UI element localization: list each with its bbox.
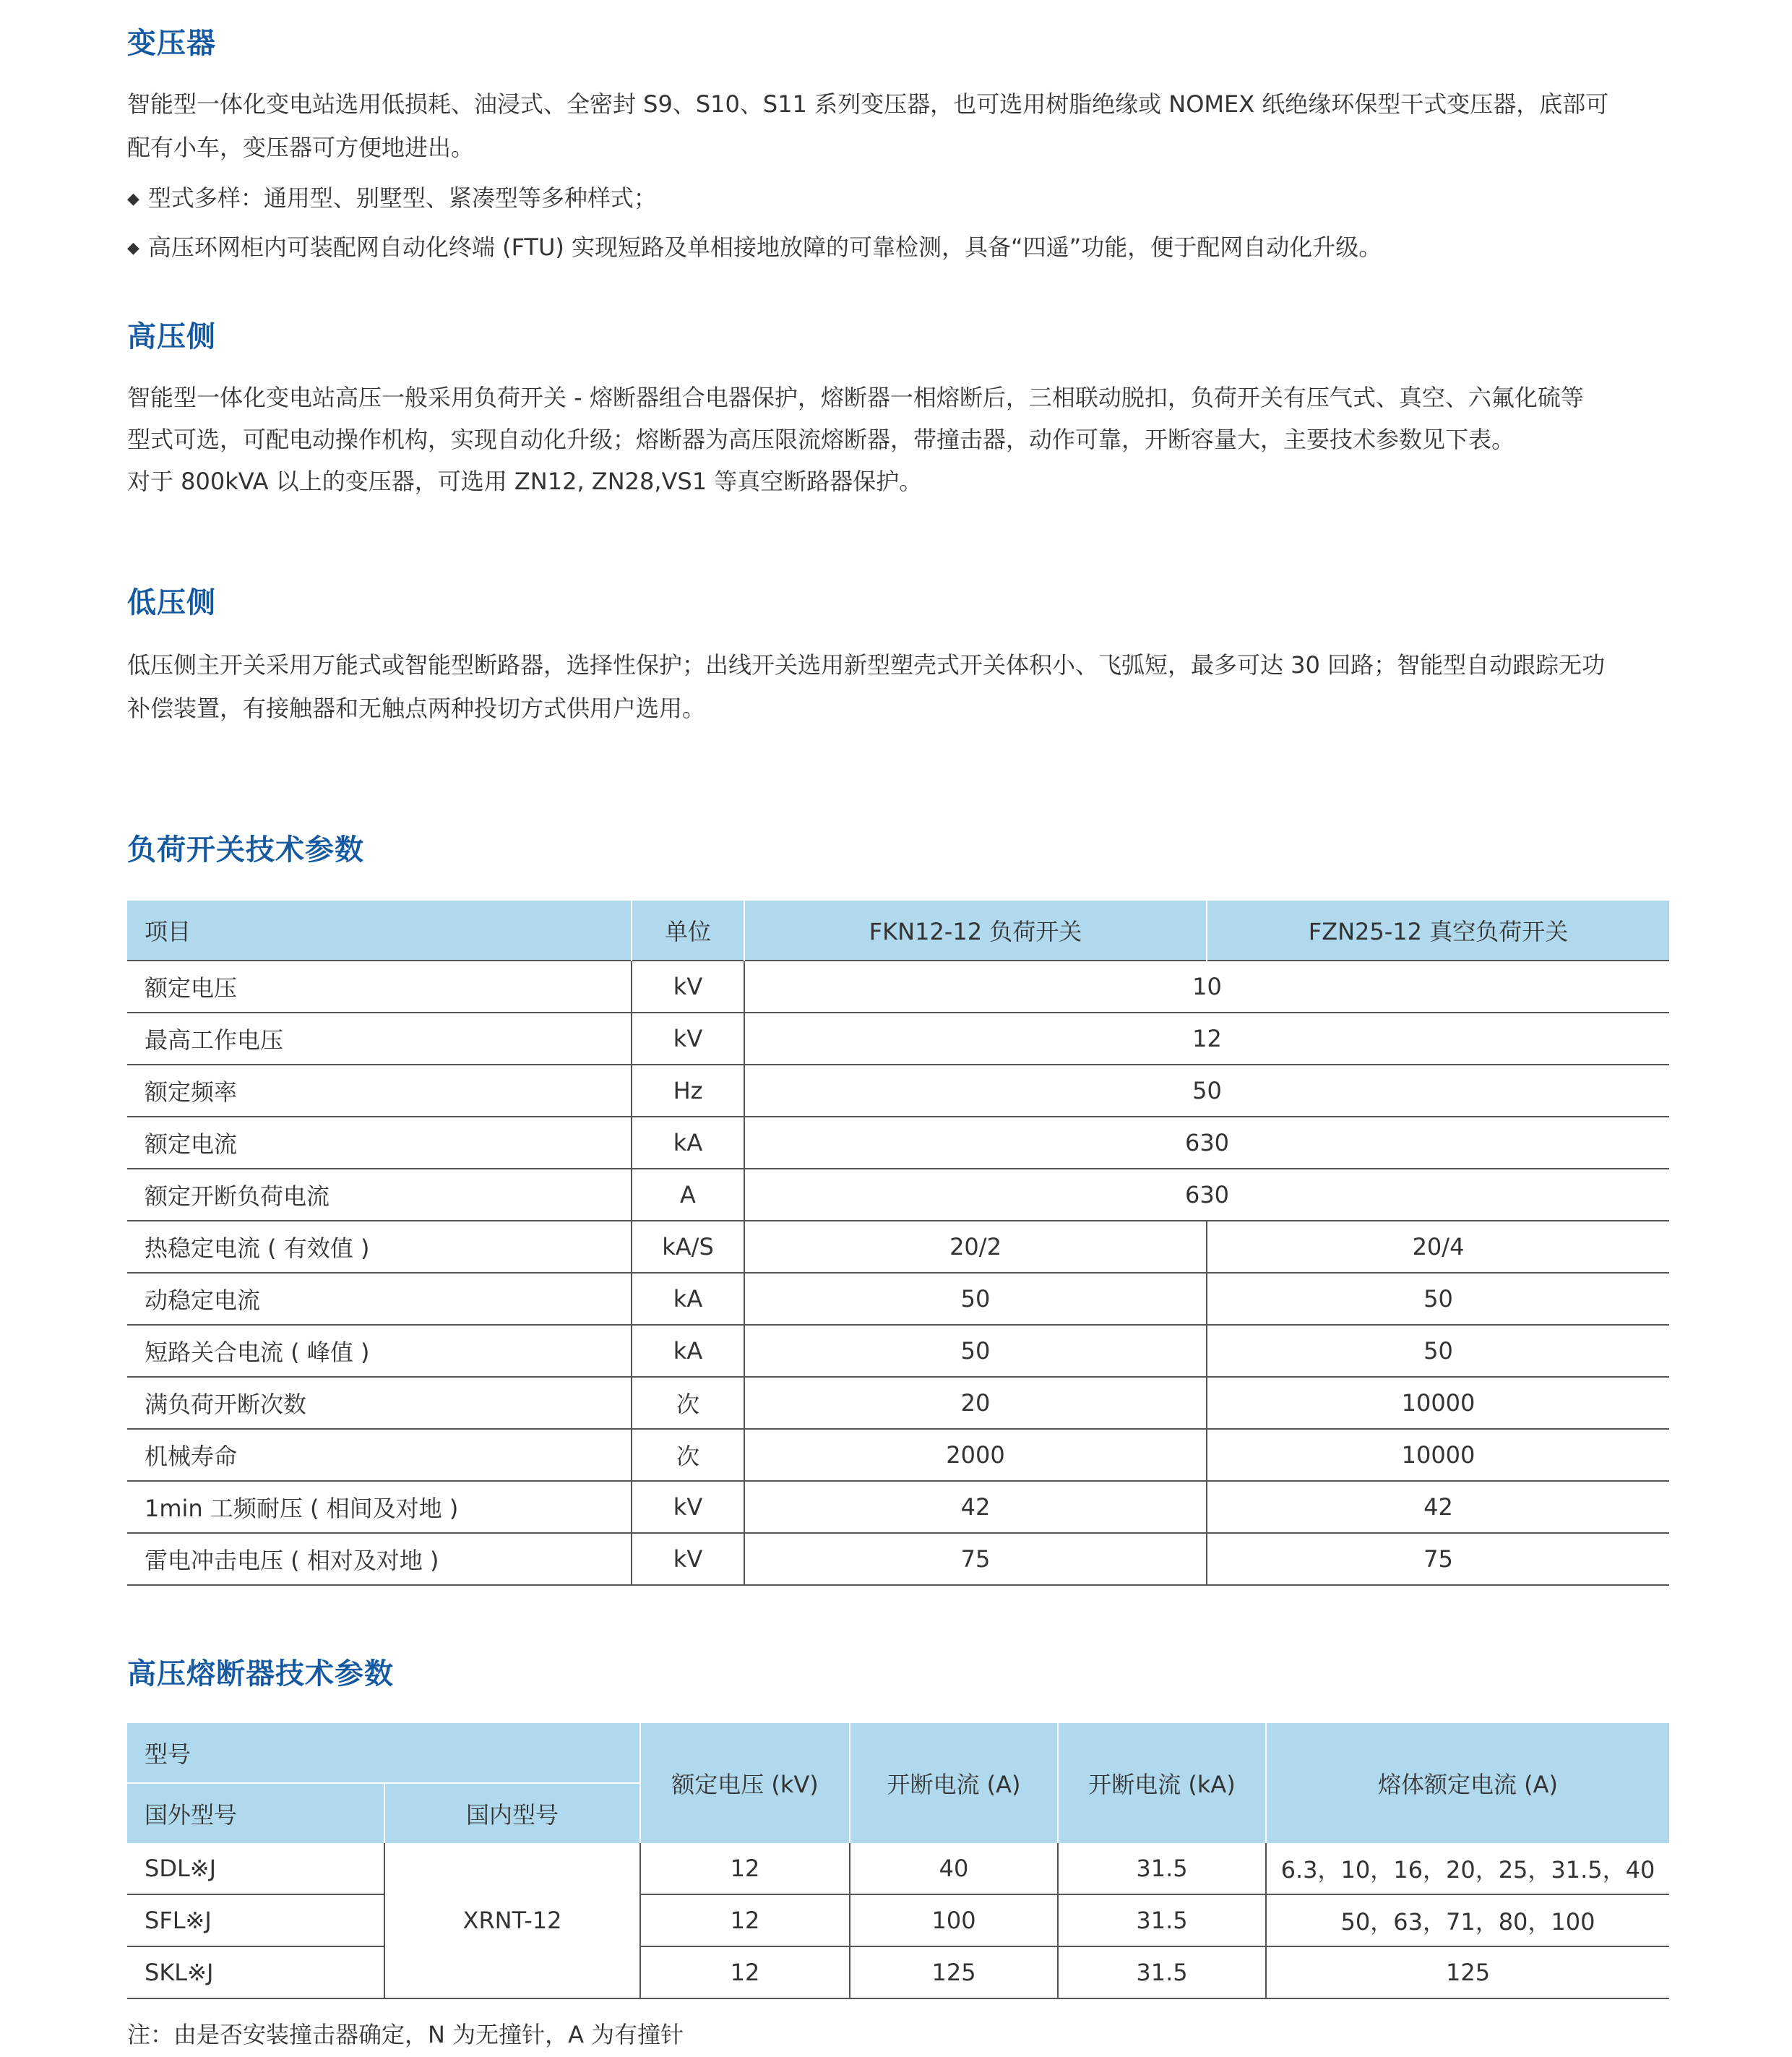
cell-item: 雷电冲击电压 ( 相对及对地 ) (127, 1533, 632, 1585)
cell-break-ka: 31.5 (1058, 1843, 1266, 1894)
cell-value: 10 (744, 961, 1669, 1013)
cell-item: 短路关合电流 ( 峰值 ) (127, 1325, 632, 1377)
cell-fkn: 20 (744, 1377, 1207, 1429)
cell-break-a: 40 (850, 1843, 1058, 1894)
bullet-text: 高压环网柜内可装配网自动化终端 (FTU) 实现短路及单相接地放障的可靠检测，具备“四遥”功能，便于配网自动化升级。 (147, 233, 1382, 261)
lv-paragraph-line2: 补偿装置，有接触器和无触点两种投切方式供用户选用。 (127, 695, 706, 722)
load-switch-table-title: 负荷开关技术参数 (127, 833, 364, 867)
fuse-params-table (127, 1723, 1669, 1999)
cell-fuse-current: 50，63，71，80，100 (1266, 1894, 1669, 1946)
header-fzn: FZN25-12 真空负荷开关 (1207, 901, 1669, 961)
table-row (127, 1533, 1669, 1585)
table-row (127, 1169, 1669, 1221)
table-row (127, 1481, 1669, 1533)
lv-paragraph-line1: 低压侧主开关采用万能式或智能型断路器，选择性保护；出线开关选用新型塑壳式开关体积小、飞弧短，最多可达 30 回路；智能型自动跟踪无功 (127, 651, 1606, 679)
table-header-row (127, 1723, 1669, 1783)
header-item: 项目 (127, 901, 632, 961)
hv-paragraph-line1: 智能型一体化变电站高压一般采用负荷开关 - 熔断器组合电器保护，熔断器一相熔断后，三相联动脱扣，负荷开关有压气式、真空、六氟化硫等 (127, 384, 1584, 411)
cell-foreign-model: SKL※J (127, 1946, 384, 1998)
table-header-row (127, 901, 1669, 961)
cell-fzn: 10000 (1207, 1377, 1669, 1429)
cell-item: 机械寿命 (127, 1429, 632, 1481)
cell-item: 额定电流 (127, 1117, 632, 1169)
cell-fzn: 42 (1207, 1481, 1669, 1533)
table-row (127, 1273, 1669, 1325)
cell-voltage: 12 (640, 1894, 850, 1946)
cell-fkn: 50 (744, 1325, 1207, 1377)
cell-item: 额定电压 (127, 961, 632, 1013)
cell-unit: kV (632, 1013, 744, 1065)
cell-fzn: 50 (1207, 1273, 1669, 1325)
table-row (127, 1117, 1669, 1169)
fuse-table-note: 注：由是否安装撞击器确定，N 为无撞针，A 为有撞针 (127, 2021, 684, 2048)
cell-item: 1min 工频耐压 ( 相间及对地 ) (127, 1481, 632, 1533)
header-model: 型号 (127, 1723, 640, 1783)
header-foreign-model: 国外型号 (127, 1783, 384, 1843)
cell-voltage: 12 (640, 1946, 850, 1998)
cell-fzn: 50 (1207, 1325, 1669, 1377)
table-row (127, 961, 1669, 1013)
cell-fzn: 75 (1207, 1533, 1669, 1585)
cell-unit: A (632, 1169, 744, 1221)
cell-unit: kA (632, 1117, 744, 1169)
header-domestic-model: 国内型号 (384, 1783, 640, 1843)
header-unit: 单位 (632, 901, 744, 961)
table-row (127, 1946, 1669, 1998)
cell-fkn: 50 (744, 1273, 1207, 1325)
hv-paragraph-line3: 对于 800kVA 以上的变压器，可选用 ZN12, ZN28,VS1 等真空断路器保护。 (127, 468, 923, 495)
header-breaking-current-ka: 开断电流 (kA) (1058, 1723, 1266, 1843)
table-row (127, 1325, 1669, 1377)
transformer-bullet-1 (127, 176, 657, 223)
bullet-diamond-icon: ◆ (127, 190, 139, 208)
cell-fkn: 20/2 (744, 1221, 1207, 1273)
cell-unit: kV (632, 1481, 744, 1533)
header-breaking-current-a: 开断电流 (A) (850, 1723, 1058, 1843)
table-row (127, 1065, 1669, 1117)
cell-unit: kV (632, 1533, 744, 1585)
header-fuse-rated-current: 熔体额定电流 (A) (1266, 1723, 1669, 1843)
cell-voltage: 12 (640, 1843, 850, 1894)
table-row (127, 1013, 1669, 1065)
load-switch-params-table (127, 901, 1669, 1586)
cell-value: 50 (744, 1065, 1669, 1117)
cell-item: 额定频率 (127, 1065, 632, 1117)
transformer-paragraph-line1: 智能型一体化变电站选用低损耗、油浸式、全密封 S9、S10、S11 系列变压器，也可选用树脂绝缘或 NOMEX 纸绝缘环保型干式变压器，底部可 (127, 90, 1609, 118)
transformer-heading: 变压器 (127, 27, 216, 60)
cell-break-a: 100 (850, 1894, 1058, 1946)
cell-value: 630 (744, 1169, 1669, 1221)
cell-value: 12 (744, 1013, 1669, 1065)
transformer-bullet-2 (127, 226, 1382, 272)
cell-break-a: 125 (850, 1946, 1058, 1998)
cell-fuse-current: 125 (1266, 1946, 1669, 1998)
cell-fkn: 42 (744, 1481, 1207, 1533)
cell-item: 动稳定电流 (127, 1273, 632, 1325)
table-row (127, 1843, 1669, 1894)
cell-break-ka: 31.5 (1058, 1946, 1266, 1998)
cell-value: 630 (744, 1117, 1669, 1169)
cell-fkn: 75 (744, 1533, 1207, 1585)
cell-item: 最高工作电压 (127, 1013, 632, 1065)
cell-unit: kV (632, 961, 744, 1013)
table-row (127, 1429, 1669, 1481)
cell-item: 满负荷开断次数 (127, 1377, 632, 1429)
lv-heading: 低压侧 (127, 586, 216, 619)
fuse-table-title: 高压熔断器技术参数 (127, 1657, 394, 1691)
cell-item: 热稳定电流 ( 有效值 ) (127, 1221, 632, 1273)
table-row (127, 1377, 1669, 1429)
cell-fkn: 2000 (744, 1429, 1207, 1481)
bullet-text: 型式多样：通用型、别墅型、紧凑型等多种样式； (147, 184, 657, 212)
cell-unit: kA/S (632, 1221, 744, 1273)
transformer-paragraph-line2: 配有小车，变压器可方便地进出。 (127, 134, 475, 161)
cell-foreign-model: SDL※J (127, 1843, 384, 1894)
table-row (127, 1221, 1669, 1273)
hv-heading: 高压侧 (127, 320, 216, 353)
bullet-diamond-icon: ◆ (127, 239, 139, 257)
header-fkn: FKN12-12 负荷开关 (744, 901, 1207, 961)
cell-fzn: 10000 (1207, 1429, 1669, 1481)
cell-break-ka: 31.5 (1058, 1894, 1266, 1946)
table-row (127, 1894, 1669, 1946)
cell-item: 额定开断负荷电流 (127, 1169, 632, 1221)
cell-unit: 次 (632, 1429, 744, 1481)
cell-foreign-model: SFL※J (127, 1894, 384, 1946)
header-rated-voltage: 额定电压 (kV) (640, 1723, 850, 1843)
cell-domestic-model: XRNT-12 (384, 1843, 640, 1998)
hv-paragraph-line2: 型式可选，可配电动操作机构，实现自动化升级；熔断器为高压限流熔断器，带撞击器，动作可靠，开断容量大，主要技术参数见下表。 (127, 426, 1515, 453)
cell-unit: 次 (632, 1377, 744, 1429)
cell-unit: Hz (632, 1065, 744, 1117)
cell-fzn: 20/4 (1207, 1221, 1669, 1273)
cell-unit: kA (632, 1325, 744, 1377)
cell-fuse-current: 6.3，10，16，20，25，31.5，40 (1266, 1843, 1669, 1894)
cell-unit: kA (632, 1273, 744, 1325)
